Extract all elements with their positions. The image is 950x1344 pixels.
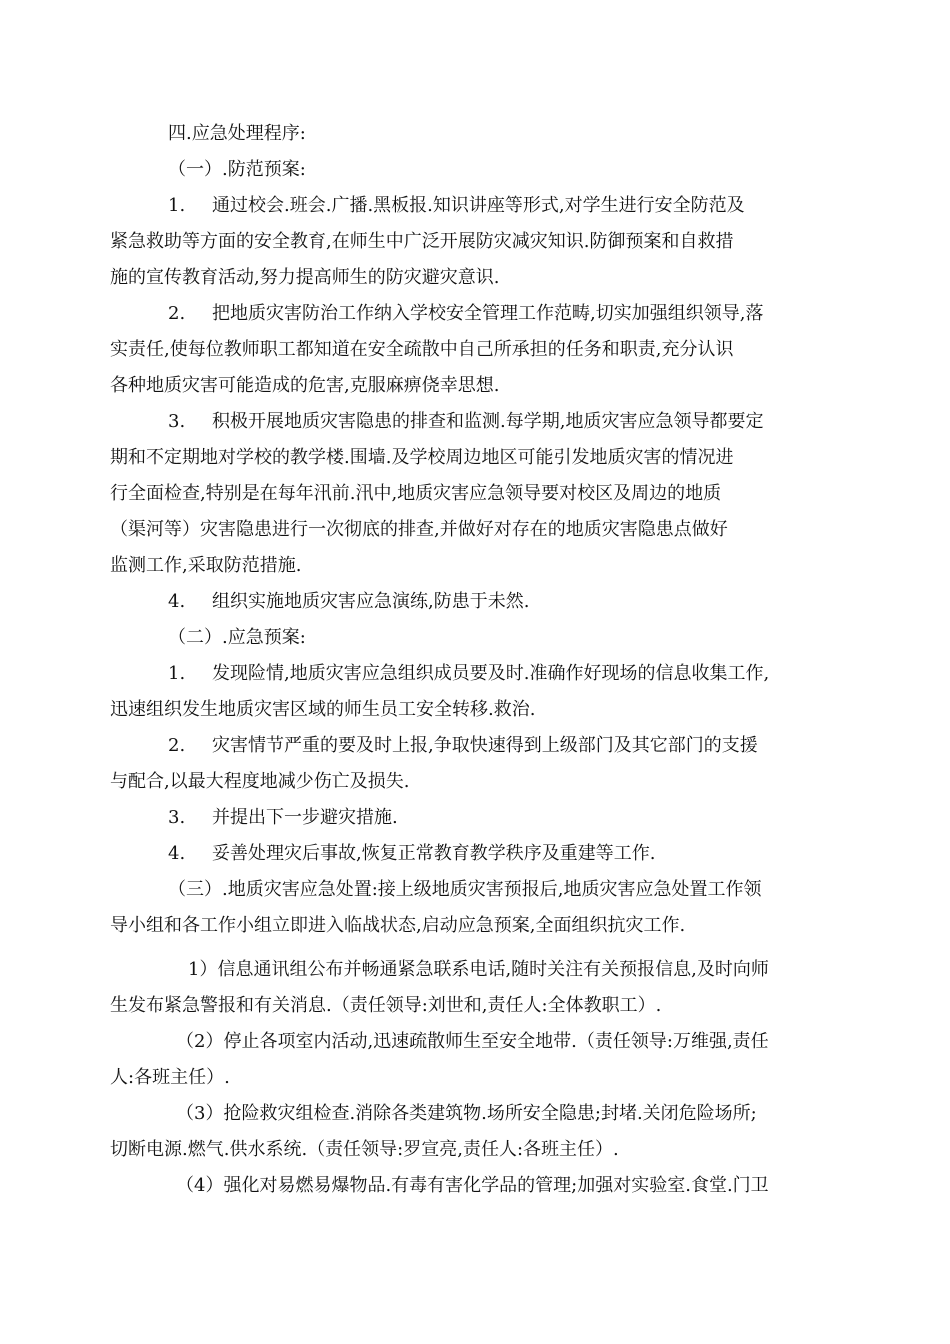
section-heading: 四.应急处理程序:: [168, 123, 306, 144]
paragraph-line: [110, 404, 830, 440]
paragraph-line: 切断电源.燃气.供水系统.（责任领导:罗宣亮,责任人:各班主任）.: [110, 1139, 619, 1160]
paragraph-line: 迅速组织发生地质灾害区域的师生员工安全转移.救治.: [110, 699, 536, 720]
paragraph-line: 行全面检查,特别是在每年汛前.汛中,地质灾害应急领导要对校区及周边的地质: [110, 483, 722, 504]
paragraph-line: （渠河等）灾害隐患进行一次彻底的排查,并做好对存在的地质灾害隐患点做好: [110, 519, 728, 540]
paragraph-line: [110, 800, 830, 836]
paragraph-text: 组织实施地质灾害应急演练,防患于未然.: [212, 591, 530, 612]
paragraph-text: 妥善处理灾后事故,恢复正常教育教学秩序及重建等工作.: [212, 843, 656, 864]
paragraph: [110, 800, 830, 836]
item-number: 2.: [168, 735, 186, 756]
paragraph: [110, 952, 830, 1024]
paragraph: [110, 1024, 830, 1096]
paragraph: [110, 1168, 830, 1204]
paragraph-line: 施的宣传教育活动,努力提高师生的防灾避灾意识.: [110, 267, 500, 288]
paragraph-line: 与配合,以最大程度地减少伤亡及损失.: [110, 771, 410, 792]
subsection-title: （一）.防范预案:: [168, 159, 306, 180]
paragraph-text: 发现险情,地质灾害应急组织成员要及时.准确作好现场的信息收集工作,: [212, 663, 770, 684]
paragraph-line: 导小组和各工作小组立即进入临战状态,启动应急预案,全面组织抗灾工作.: [110, 915, 686, 936]
paragraph-line: （4）强化对易燃易爆物品.有毒有害化学品的管理;加强对实验室.食堂.门卫: [176, 1175, 769, 1196]
item-number: 4.: [168, 591, 186, 612]
paragraph-line: 人:各班主任）.: [110, 1067, 230, 1088]
paragraph-line: [110, 836, 830, 872]
paragraph-line: 监测工作,采取防范措施.: [110, 555, 302, 576]
item-number: 3.: [168, 411, 186, 432]
paragraph-line: （2）停止各项室内活动,迅速疏散师生至安全地带.（责任领导:万维强,责任: [176, 1031, 769, 1052]
paragraph: [110, 188, 830, 296]
paragraph-text: 并提出下一步避灾措施.: [212, 807, 398, 828]
item-number: 1.: [168, 663, 186, 684]
paragraph-line: [110, 188, 830, 224]
paragraph-text: 通过校会.班会.广播.黑板报.知识讲座等形式,对学生进行安全防范及: [212, 195, 745, 216]
item-number: 1.: [168, 195, 186, 216]
paragraph: [110, 584, 830, 620]
paragraph: [110, 404, 830, 584]
document-content: [110, 116, 830, 1204]
paragraph-line: [110, 584, 830, 620]
paragraph: [110, 1096, 830, 1168]
paragraph: [110, 296, 830, 404]
paragraph-line: 紧急救助等方面的安全教育,在师生中广泛开展防灾减灾知识.防御预案和自救措: [110, 231, 734, 252]
paragraph: [110, 656, 830, 728]
subsection-paragraph: [110, 872, 830, 944]
paragraph-text: 把地质灾害防治工作纳入学校安全管理工作范畴,切实加强组织领导,落: [212, 303, 764, 324]
paragraph-line: 生发布紧急警报和有关消息.（责任领导:刘世和,责任人:全体教职工）.: [110, 995, 662, 1016]
paragraph-text: 灾害情节严重的要及时上报,争取快速得到上级部门及其它部门的支援: [212, 735, 758, 756]
item-number: 3.: [168, 807, 186, 828]
paragraph-line: （三）.地质灾害应急处置:接上级地质灾害预报后,地质灾害应急处置工作领: [168, 879, 762, 900]
paragraph-text: 积极开展地质灾害隐患的排查和监测.每学期,地质灾害应急领导都要定: [212, 411, 764, 432]
item-number: 2.: [168, 303, 186, 324]
paragraph: [110, 728, 830, 800]
paragraph: [110, 836, 830, 872]
paragraph-line: [110, 656, 830, 692]
item-number: 4.: [168, 843, 186, 864]
subsection-title: （二）.应急预案:: [168, 627, 306, 648]
paragraph-line: （3）抢险救灾组检查.消除各类建筑物.场所安全隐患;封堵.关闭危险场所;: [176, 1103, 757, 1124]
paragraph-line: 实责任,使每位教师职工都知道在安全疏散中自己所承担的任务和职责,充分认识: [110, 339, 734, 360]
paragraph-line: 期和不定期地对学校的教学楼.围墙.及学校周边地区可能引发地质灾害的情况进: [110, 447, 734, 468]
paragraph-line: [110, 728, 830, 764]
paragraph-line: 1）信息通讯组公布并畅通紧急联系电话,随时关注有关预报信息,及时向师: [188, 959, 769, 980]
paragraph-line: [110, 296, 830, 332]
paragraph-line: 各种地质灾害可能造成的危害,克服麻痹侥幸思想.: [110, 375, 500, 396]
